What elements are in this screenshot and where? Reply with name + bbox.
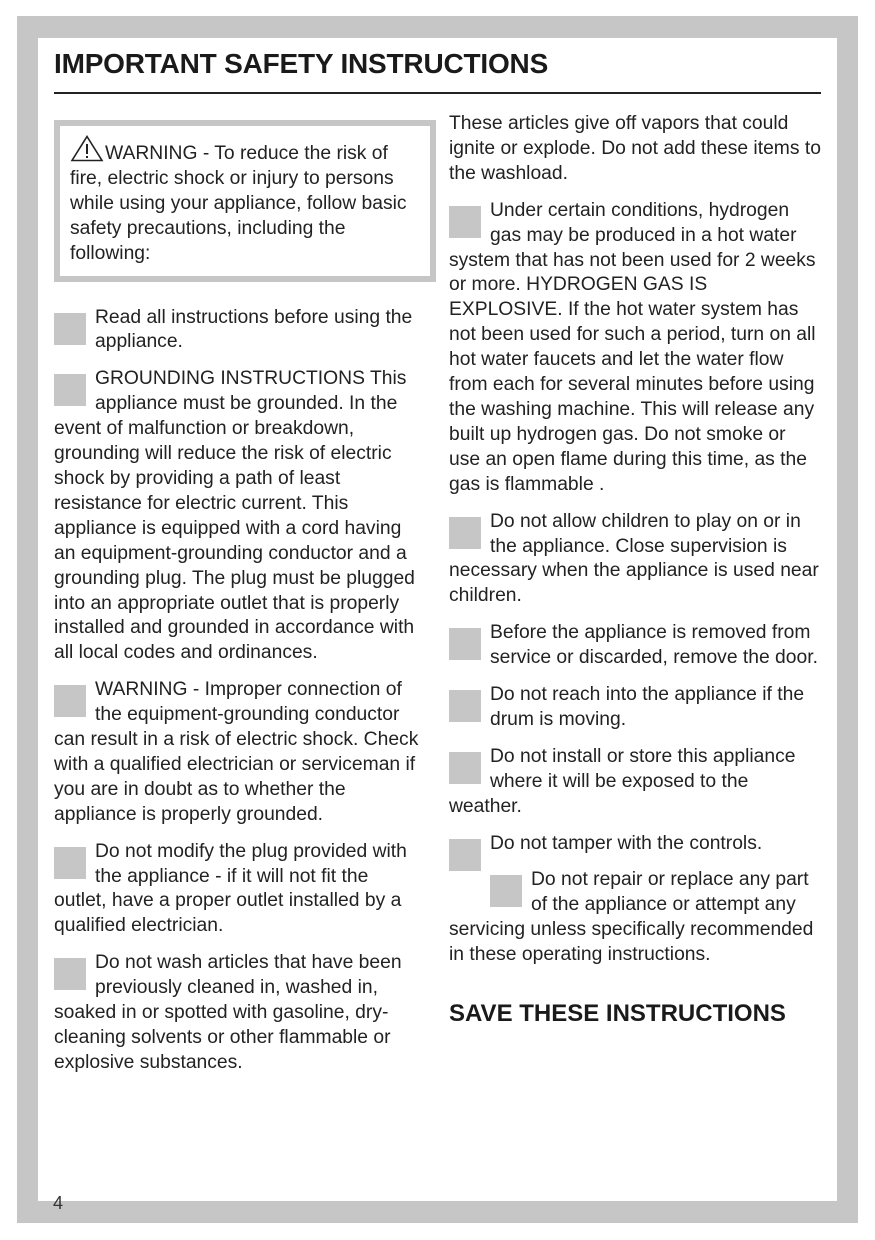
list-item xyxy=(449,621,821,671)
list-item-text: Do not allow children to play on or in the appliance. Close supervision is necessary when the appliance is used near children. xyxy=(449,510,819,607)
list-item xyxy=(54,840,426,940)
bullet-square-icon xyxy=(449,628,481,660)
list-item xyxy=(449,745,821,820)
list-item xyxy=(449,683,821,733)
bullet-square-icon xyxy=(54,374,86,406)
bullet-square-icon xyxy=(449,206,481,238)
list-item-text: WARNING - Improper connection of the equipment-grounding conductor can result in a risk of electric shock. Check with a qualified electrician or serviceman if you are in doubt as to whether the appliance is properly grounded. xyxy=(54,679,419,825)
list-item xyxy=(449,510,821,610)
list-item-text: Do not repair or replace any part of the appliance or attempt any servicing unless specifically recommended in these operating instructions. xyxy=(449,869,814,966)
save-instructions-heading: SAVE THESE INSTRUCTIONS xyxy=(449,1000,786,1028)
list-item-text: Before the appliance is removed from service or discarded, remove the door. xyxy=(490,622,818,669)
list-item-text: Do not wash articles that have been previously cleaned in, washed in, soaked in or spotted with gasoline, dry-cleaning solvents or other flammable or explosive substances. xyxy=(54,952,402,1073)
list-item-text: Do not tamper with the controls. xyxy=(490,832,763,854)
list-item-text: GROUNDING INSTRUCTIONS This appliance must be grounded. In the event of malfunction or breakdown, grounding will reduce the risk of electric shock by providing a path of least resistance for electric current. This appliance is equipped with a cord having an equipment-grounding conductor and a grounding plug. The plug must be plugged into an appropriate outlet that is properly installed and grounded in accordance with all local codes and ordinances. xyxy=(54,368,415,664)
page-number: 4 xyxy=(53,1193,64,1213)
warning-box xyxy=(54,120,436,282)
list-item xyxy=(449,832,821,857)
list-item xyxy=(54,678,426,827)
bullet-square-icon xyxy=(449,839,481,871)
bullet-square-icon xyxy=(449,517,481,549)
bullet-square-icon xyxy=(54,847,86,879)
left-column xyxy=(54,112,426,1088)
continuation-text: These articles give off vapors that could ignite or explode. Do not add these items to the washload. xyxy=(449,113,821,184)
list-item-text: Under certain conditions, hydrogen gas may be produced in a hot water system that has not been used for 2 weeks or more. HYDROGEN GAS IS EXPLOSIVE. If the hot water system has not been used for such a period, turn on all hot water faucets and let the water flow from each for several minutes before using the washing machine. This will release any built up hydrogen gas. Do not smoke or use an open flame during this time, as the gas is flammable . xyxy=(449,199,816,495)
title-rule xyxy=(54,92,821,94)
bullet-square-icon xyxy=(54,958,86,990)
list-item xyxy=(449,199,821,498)
bullet-square-icon xyxy=(449,752,481,784)
list-item-text: Read all instructions before using the appliance. xyxy=(95,306,413,353)
list-item-text: Do not install or store this appliance where it will be exposed to the weather. xyxy=(449,745,796,817)
warning-text: WARNING - To reduce the risk of fire, electric shock or injury to persons while using your appliance, follow basic safety precautions, including the following: xyxy=(70,143,407,264)
list-item-text: Do not modify the plug provided with the appliance - if it will not fit the outlet, have a proper outlet installed by a qualified electrician. xyxy=(54,840,407,937)
warning-triangle-icon xyxy=(70,135,104,162)
list-item xyxy=(449,868,821,968)
list-item xyxy=(54,367,426,666)
bullet-square-icon xyxy=(54,313,86,345)
right-column xyxy=(449,112,821,1027)
list-item-text: Do not reach into the appliance if the drum is moving. xyxy=(490,684,805,730)
bullet-square-icon xyxy=(54,685,86,717)
list-item xyxy=(54,306,426,356)
bullet-square-icon xyxy=(449,690,481,722)
bullet-square-icon xyxy=(490,875,522,907)
page-title: IMPORTANT SAFETY INSTRUCTIONS xyxy=(54,48,549,79)
list-item xyxy=(54,951,426,1076)
